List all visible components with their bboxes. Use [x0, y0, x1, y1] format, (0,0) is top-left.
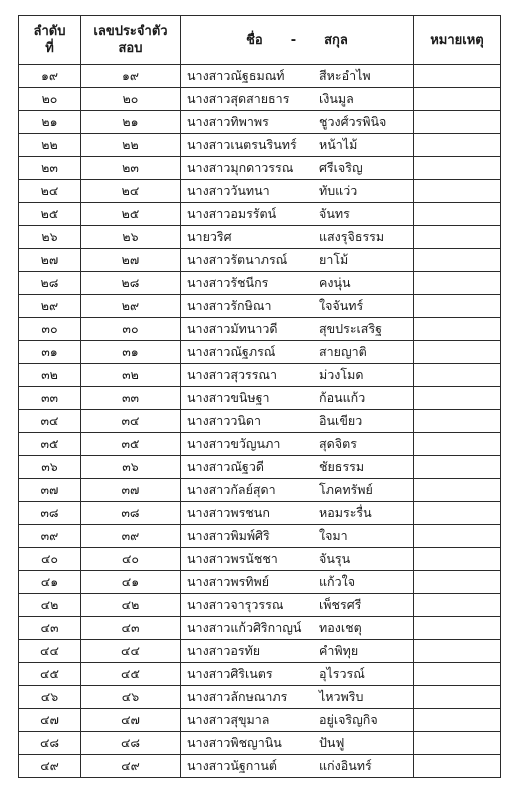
- last-name: ปันฟู: [319, 735, 345, 750]
- last-name: หน้าไม้: [319, 137, 358, 152]
- last-name: ทองเชตุ: [319, 620, 362, 635]
- table-row: [19, 456, 501, 479]
- table-header: [19, 16, 501, 65]
- remarks-cell: [414, 111, 501, 134]
- sequence-number-cell: ๔๓: [19, 617, 81, 640]
- sequence-number-cell: ๓๙: [19, 525, 81, 548]
- table-row: [19, 686, 501, 709]
- remarks-cell: [414, 134, 501, 157]
- first-name: นางสาวแก้วศิริกาญน์: [187, 620, 302, 635]
- last-name: ยาโม้: [319, 252, 349, 267]
- sequence-number-cell: ๓๖: [19, 456, 81, 479]
- remarks-cell: [414, 709, 501, 732]
- header-exam-id-line1: เลขประจำตัว: [93, 24, 168, 39]
- sequence-number-cell: ๒๗: [19, 249, 81, 272]
- remarks-cell: [414, 617, 501, 640]
- sequence-number-cell: ๓๘: [19, 502, 81, 525]
- last-name: โภคทรัพย์: [319, 482, 373, 497]
- sequence-number-cell: ๒๒: [19, 134, 81, 157]
- table-row: [19, 65, 501, 88]
- table-row: [19, 732, 501, 755]
- sequence-number-cell: ๓๕: [19, 433, 81, 456]
- full-name-cell: [181, 111, 414, 134]
- table-row: [19, 203, 501, 226]
- remarks-cell: [414, 364, 501, 387]
- first-name: นางสาวกัลย์สุดา: [187, 482, 276, 497]
- table-row: [19, 318, 501, 341]
- exam-id-cell: ๔๗: [81, 709, 181, 732]
- remarks-cell: [414, 571, 501, 594]
- exam-id-cell: ๔๑: [81, 571, 181, 594]
- full-name-cell: [181, 709, 414, 732]
- first-name: นางสาวสุดสายธาร: [187, 91, 290, 106]
- exam-id-cell: ๒๑: [81, 111, 181, 134]
- remarks-cell: [414, 318, 501, 341]
- remarks-cell: [414, 479, 501, 502]
- last-name: เงินมูล: [319, 91, 354, 106]
- exam-id-cell: ๒๓: [81, 157, 181, 180]
- table-row: [19, 88, 501, 111]
- exam-id-cell: ๒๕: [81, 203, 181, 226]
- first-name: นางสาวณัฐวดี: [187, 459, 264, 474]
- remarks-cell: [414, 433, 501, 456]
- remarks-cell: [414, 203, 501, 226]
- remarks-cell: [414, 88, 501, 111]
- first-name: นางสาวมุกดาวรรณ: [187, 160, 294, 175]
- remarks-cell: [414, 226, 501, 249]
- exam-id-cell: ๔๕: [81, 663, 181, 686]
- full-name-cell: [181, 249, 414, 272]
- first-name: นางสาวรัตนาภรณ์: [187, 252, 288, 267]
- sequence-number-cell: ๒๓: [19, 157, 81, 180]
- full-name-cell: [181, 479, 414, 502]
- first-name: นางสาวอมรรัตน์: [187, 206, 277, 221]
- sequence-number-cell: ๔๕: [19, 663, 81, 686]
- exam-id-cell: ๒๘: [81, 272, 181, 295]
- remarks-cell: [414, 548, 501, 571]
- first-name: นางสาวทิพาพร: [187, 114, 269, 129]
- first-name: นางสาวณัฐธมณท์: [187, 68, 285, 83]
- last-name: คำพิทุย: [319, 643, 359, 658]
- last-name: จันทร: [319, 206, 350, 221]
- table-row: [19, 640, 501, 663]
- table-row: [19, 571, 501, 594]
- exam-id-cell: ๒๔: [81, 180, 181, 203]
- remarks-cell: [414, 272, 501, 295]
- first-name: นางสาวลักษณาภร: [187, 689, 288, 704]
- table-row: [19, 755, 501, 778]
- first-name: นางสาวนัฐกานต์: [187, 758, 278, 773]
- full-name-cell: [181, 157, 414, 180]
- exam-id-cell: ๓๖: [81, 456, 181, 479]
- last-name: อุไรวรณ์: [319, 666, 365, 681]
- full-name-cell: [181, 502, 414, 525]
- remarks-cell: [414, 65, 501, 88]
- remarks-cell: [414, 525, 501, 548]
- first-name: นางสาวสุขุมาล: [187, 712, 270, 727]
- table-row: [19, 249, 501, 272]
- exam-id-cell: ๔๒: [81, 594, 181, 617]
- remarks-cell: [414, 249, 501, 272]
- last-name: อยู่เจริญกิจ: [319, 712, 378, 727]
- last-name: ใจมา: [319, 528, 348, 543]
- first-name: นางสาววันทนา: [187, 183, 270, 198]
- table-row: [19, 663, 501, 686]
- last-name: คงนุ่น: [319, 275, 351, 290]
- exam-id-cell: ๔๘: [81, 732, 181, 755]
- sequence-number-cell: ๒๙: [19, 295, 81, 318]
- first-name: นางสาวพิมพ์ศิริ: [187, 528, 270, 543]
- full-name-cell: [181, 686, 414, 709]
- remarks-cell: [414, 157, 501, 180]
- remarks-cell: [414, 341, 501, 364]
- full-name-cell: [181, 272, 414, 295]
- full-name-cell: [181, 617, 414, 640]
- remarks-cell: [414, 732, 501, 755]
- first-name: นางสาวขวัญนภา: [187, 436, 281, 451]
- last-name: สีหะอำไพ: [319, 68, 371, 83]
- last-name: หอมระรื่น: [319, 505, 372, 520]
- sequence-number-cell: ๒๖: [19, 226, 81, 249]
- exam-id-cell: ๒๙: [81, 295, 181, 318]
- first-name: นางสาวศิริเนตร: [187, 666, 273, 681]
- table-row: [19, 157, 501, 180]
- last-name: สุขประเสริฐ: [319, 321, 383, 336]
- sequence-number-cell: ๔๐: [19, 548, 81, 571]
- sequence-number-cell: ๒๘: [19, 272, 81, 295]
- header-exam-id-line2: สอบ: [118, 41, 143, 56]
- exam-id-cell: ๓๗: [81, 479, 181, 502]
- full-name-cell: [181, 65, 414, 88]
- first-name: นางสาวมัทนาวดี: [187, 321, 278, 336]
- remarks-cell: [414, 640, 501, 663]
- header-sequence-line1: ลำดับ: [33, 24, 66, 39]
- first-name: นางสาวรักษิณา: [187, 298, 272, 313]
- last-name: ใจจันทร์: [319, 298, 364, 313]
- sequence-number-cell: ๓๔: [19, 410, 81, 433]
- table-row: [19, 364, 501, 387]
- last-name: ม่วงโมด: [319, 367, 364, 382]
- full-name-cell: [181, 594, 414, 617]
- table-row: [19, 341, 501, 364]
- full-name-cell: [181, 387, 414, 410]
- sequence-number-cell: ๔๖: [19, 686, 81, 709]
- exam-id-cell: ๒๗: [81, 249, 181, 272]
- full-name-cell: [181, 755, 414, 778]
- last-name: ชูวงศ์วรพินิจ: [319, 114, 387, 129]
- first-name: นางสาวจารุวรรณ: [187, 597, 284, 612]
- last-name: ชัยธรรม: [319, 459, 365, 474]
- exam-id-cell: ๓๓: [81, 387, 181, 410]
- exam-id-cell: ๔๓: [81, 617, 181, 640]
- sequence-number-cell: ๓๓: [19, 387, 81, 410]
- full-name-cell: [181, 571, 414, 594]
- table-row: [19, 433, 501, 456]
- exam-id-cell: ๓๕: [81, 433, 181, 456]
- full-name-cell: [181, 88, 414, 111]
- last-name: แก้วใจ: [319, 574, 356, 589]
- first-name: นางสาวพรทิพย์: [187, 574, 270, 589]
- full-name-cell: [181, 525, 414, 548]
- header-sequence-line2: ที่: [45, 41, 54, 56]
- full-name-cell: [181, 134, 414, 157]
- exam-id-cell: ๒๐: [81, 88, 181, 111]
- full-name-cell: [181, 433, 414, 456]
- last-name: แก่งอินทร์: [319, 758, 372, 773]
- exam-id-cell: ๑๙: [81, 65, 181, 88]
- first-name: นางสาวสุวรรณา: [187, 367, 278, 382]
- sequence-number-cell: ๒๕: [19, 203, 81, 226]
- sequence-number-cell: ๓๒: [19, 364, 81, 387]
- last-name: สุดจิตร: [319, 436, 357, 451]
- remarks-cell: [414, 456, 501, 479]
- remarks-cell: [414, 594, 501, 617]
- remarks-cell: [414, 387, 501, 410]
- first-name: นางสาวอรทัย: [187, 643, 261, 658]
- sequence-number-cell: ๓๑: [19, 341, 81, 364]
- last-name: ทับแว่ว: [319, 183, 358, 198]
- remarks-cell: [414, 295, 501, 318]
- remarks-cell: [414, 663, 501, 686]
- remarks-cell: [414, 410, 501, 433]
- exam-id-cell: ๓๘: [81, 502, 181, 525]
- sequence-number-cell: ๑๙: [19, 65, 81, 88]
- exam-id-cell: ๔๔: [81, 640, 181, 663]
- table-row: [19, 180, 501, 203]
- exam-id-cell: ๓๔: [81, 410, 181, 433]
- full-name-cell: [181, 663, 414, 686]
- table-row: [19, 111, 501, 134]
- table-row: [19, 709, 501, 732]
- table-row: [19, 410, 501, 433]
- header-last-name: สกุล: [324, 32, 348, 48]
- sequence-number-cell: ๔๒: [19, 594, 81, 617]
- roster-table: [18, 15, 501, 778]
- table-row: [19, 295, 501, 318]
- table-row: [19, 134, 501, 157]
- table-row: [19, 479, 501, 502]
- table-row: [19, 502, 501, 525]
- sequence-number-cell: ๒๔: [19, 180, 81, 203]
- sequence-number-cell: ๒๐: [19, 88, 81, 111]
- first-name: นายวริศ: [187, 229, 232, 244]
- table-row: [19, 387, 501, 410]
- first-name: นางสาวพรนัชชา: [187, 551, 278, 566]
- full-name-cell: [181, 180, 414, 203]
- sequence-number-cell: ๔๗: [19, 709, 81, 732]
- header-sequence-number: [19, 16, 81, 65]
- full-name-cell: [181, 341, 414, 364]
- remarks-cell: [414, 686, 501, 709]
- first-name: นางสาวพิชญานิน: [187, 735, 282, 750]
- header-name-separator: -: [290, 32, 297, 48]
- last-name: สายญาติ: [319, 344, 367, 359]
- exam-id-cell: ๔๐: [81, 548, 181, 571]
- last-name: เพ็ชรศรี: [319, 597, 362, 612]
- full-name-cell: [181, 732, 414, 755]
- full-name-cell: [181, 456, 414, 479]
- sequence-number-cell: ๔๑: [19, 571, 81, 594]
- remarks-cell: [414, 502, 501, 525]
- first-name: นางสาววนิดา: [187, 413, 262, 428]
- first-name: นางสาวณัฐภรณ์: [187, 344, 276, 359]
- last-name: จันรุน: [319, 551, 351, 566]
- sequence-number-cell: ๔๙: [19, 755, 81, 778]
- table-row: [19, 272, 501, 295]
- header-full-name: [181, 16, 414, 65]
- full-name-cell: [181, 295, 414, 318]
- sequence-number-cell: ๒๑: [19, 111, 81, 134]
- full-name-cell: [181, 318, 414, 341]
- exam-id-cell: ๓๒: [81, 364, 181, 387]
- last-name: อินเขียว: [319, 413, 363, 428]
- table-row: [19, 525, 501, 548]
- exam-id-cell: ๒๒: [81, 134, 181, 157]
- full-name-cell: [181, 410, 414, 433]
- exam-id-cell: ๔๖: [81, 686, 181, 709]
- first-name: นางสาวรัชนีกร: [187, 275, 269, 290]
- remarks-cell: [414, 180, 501, 203]
- first-name: นางสาวเนตรนรินทร์: [187, 137, 297, 152]
- table-row: [19, 226, 501, 249]
- table-row: [19, 617, 501, 640]
- first-name: นางสาวขนิษฐา: [187, 390, 270, 405]
- full-name-cell: [181, 203, 414, 226]
- sequence-number-cell: ๓๗: [19, 479, 81, 502]
- header-row: [19, 16, 501, 65]
- last-name: ก้อนแก้ว: [319, 390, 366, 405]
- sequence-number-cell: ๔๔: [19, 640, 81, 663]
- header-first-name: ชื่อ: [246, 32, 263, 48]
- header-remarks: หมายเหตุ: [414, 16, 501, 65]
- table-row: [19, 548, 501, 571]
- table-row: [19, 594, 501, 617]
- exam-id-cell: ๓๙: [81, 525, 181, 548]
- full-name-cell: [181, 640, 414, 663]
- full-name-cell: [181, 364, 414, 387]
- last-name: ศรีเจริญ: [319, 160, 363, 175]
- sequence-number-cell: ๓๐: [19, 318, 81, 341]
- last-name: แสงรุจิธรรม: [319, 229, 385, 244]
- first-name: นางสาวพรชนก: [187, 505, 270, 520]
- header-exam-id: [81, 16, 181, 65]
- exam-id-cell: ๓๐: [81, 318, 181, 341]
- remarks-cell: [414, 755, 501, 778]
- sequence-number-cell: ๔๘: [19, 732, 81, 755]
- exam-id-cell: ๓๑: [81, 341, 181, 364]
- exam-id-cell: ๔๙: [81, 755, 181, 778]
- full-name-cell: [181, 548, 414, 571]
- full-name-cell: [181, 226, 414, 249]
- table-body: [19, 65, 501, 778]
- last-name: ไหวพริบ: [319, 689, 364, 704]
- exam-id-cell: ๒๖: [81, 226, 181, 249]
